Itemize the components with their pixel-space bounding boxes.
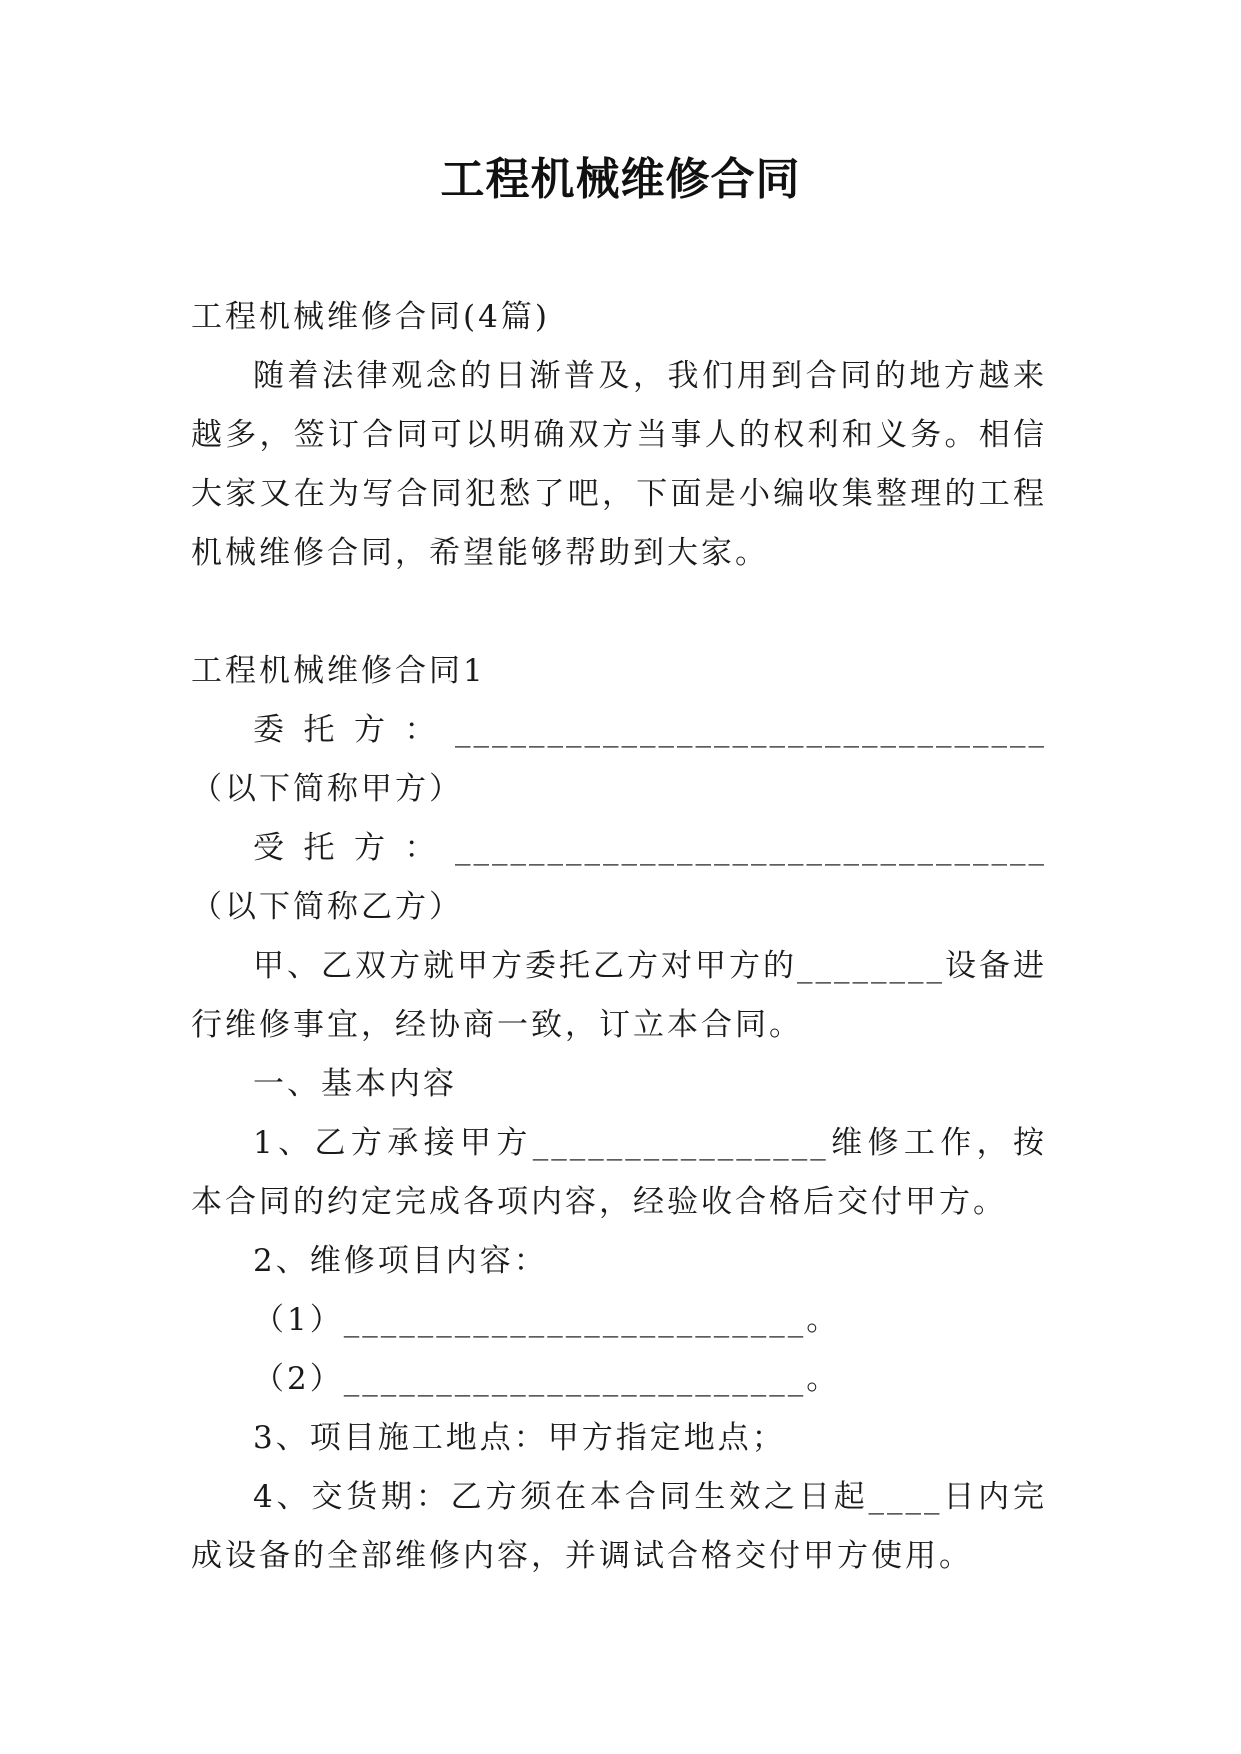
party-a-line: 委托方：________________________________（以下简称甲方） [191,712,1047,807]
repair-item-2: （2）_________________________。 [253,1361,841,1397]
clause-3: 3、项目施工地点：甲方指定地点； [253,1420,786,1456]
repair-item-1: （1）_________________________。 [253,1302,841,1338]
clause-4: 4、交货期：乙方须在本合同生效之日起____日内完成设备的全部维修内容，并调试合格交付甲方使用。 [191,1479,1047,1574]
clause-2: 2、维修项目内容： [253,1243,548,1279]
clause-1: 1、乙方承接甲方________________维修工作，按本合同的约定完成各项内容，经验收合格后交付甲方。 [191,1125,1047,1220]
section-title: 工程机械维修合同1 [191,653,486,689]
document-subtitle: 工程机械维修合同(4篇) [191,299,550,335]
party-b-line: 受托方：________________________________（以下简称乙方） [191,830,1047,925]
document-title: 工程机械维修合同 [440,154,801,205]
heading-basic-content: 一、基本内容 [253,1066,457,1102]
preamble-paragraph: 甲、乙双方就甲方委托乙方对甲方的________设备进行维修事宜，经协商一致，订立本合同。 [191,948,1047,1043]
intro-paragraph: 随着法律观念的日渐普及，我们用到合同的地方越来越多，签订合同可以明确双方当事人的权利和义务。相信大家又在为写合同犯愁了吧，下面是小编收集整理的工程机械维修合同，希望能够帮助到大家。 [191,358,1047,571]
document-body [191,288,1047,1586]
paragraph-spacer [191,583,1047,642]
